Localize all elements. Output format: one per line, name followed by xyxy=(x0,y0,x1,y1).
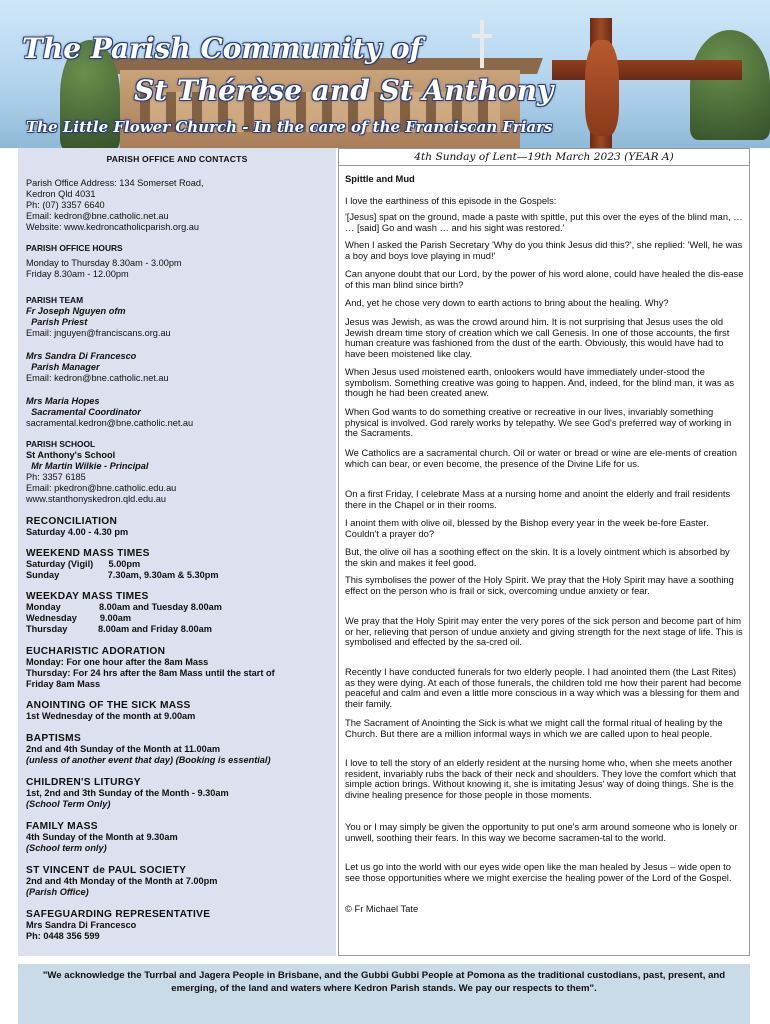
svdp-text: 2nd and 4th Monday of the Month at 7.00pm xyxy=(26,876,218,886)
article-paragraph: '[Jesus] spat on the ground, made a paste with spittle, put this over the eyes of the blind man, … … [said] Go and wash … and his sight was restored.' xyxy=(345,212,743,233)
reflection-column xyxy=(338,148,750,956)
office-address: Parish Office Address: 134 Somerset Road, Kedron Qld 4031 xyxy=(26,178,204,200)
team-priest-email: Email: jnguyen@franciscans.org.au xyxy=(26,328,171,338)
header-banner xyxy=(0,0,770,148)
article-paragraph: I love the earthiness of this episode in the Gospels: xyxy=(345,196,557,206)
article-paragraph: When God wants to do something creative or recreative in our lives, invariably something physical is involved. God rarely works by telepathy. We see God's preferred way of working in the Sacraments. xyxy=(345,407,732,439)
article-title: Spittle and Mud xyxy=(345,173,415,184)
team-coordinator-name: Mrs Maria Hopes xyxy=(26,396,100,406)
safeguarding-title: SAFEGUARDING REPRESENTATIVE xyxy=(26,909,211,920)
reconciliation-title: RECONCILIATION xyxy=(26,516,118,527)
liturgy-text: 1st, 2nd and 3th Sunday of the Month - 9.30am xyxy=(26,788,229,798)
office-hours-title: PARISH OFFICE HOURS xyxy=(26,243,123,253)
article-signature: © Fr Michael Tate xyxy=(345,904,419,914)
steeple-cross-icon xyxy=(480,20,484,68)
article-paragraph: You or I may simply be given the opportunity to put one's arm around someone who is lonely or unwell, soothing their fears. In this way we become sacramen-tal to the world. xyxy=(345,822,738,843)
baptisms-title: BAPTISMS xyxy=(26,733,82,744)
article-paragraph: This symbolises the power of the Holy Spirit. We pray that the Holy Spirit may have a soothing effect on the person who is frail or sick, overcoming undue anxiety or fear. xyxy=(345,575,734,596)
article-paragraph: Can anyone doubt that our Lord, by the power of his word alone, could have healed the dis-ease of this man blind since birth? xyxy=(345,269,744,290)
office-hours: Monday to Thursday 8.30am - 3.00pm Friday 8.30am - 12.00pm xyxy=(26,258,182,280)
article-paragraph: When Jesus used moistened earth, onlookers would have immediately under-stood the symbolism. Something creative was going to happen. And, indeed, for the blind man, it was as though he had been created anew. xyxy=(345,367,735,399)
contacts-sidebar xyxy=(18,148,336,956)
acknowledgement-footer xyxy=(18,964,750,1024)
school-contacts: Ph: 3357 6185 Email: pkedron@bne.catholic.edu.au www.stanthonyskedron.qld.edu.au xyxy=(26,472,177,505)
reconciliation-text: Saturday 4.00 - 4.30 pm xyxy=(26,527,129,537)
article-paragraph: And, yet he chose very down to earth actions to bring about the healing. Why? xyxy=(345,298,669,308)
steeple-cross-bar xyxy=(472,34,492,38)
baptisms-note: (unless of another event that day) (Booking is essential) xyxy=(26,755,271,765)
family-mass-note: (School term only) xyxy=(26,843,107,853)
baptisms-text: 2nd and 4th Sunday of the Month at 11.00am xyxy=(26,744,220,754)
team-title: PARISH TEAM xyxy=(26,295,84,305)
article-paragraph: I love to tell the story of an elderly resident at the nursing home who, when she meets another resident, invariably rubs the back of their neck and shoulders. They love the comfort which that simple action brings. Without knowing it, she is imitating Jesus' way of doing things. She is the divine healing presence for those people in those moments. xyxy=(345,758,736,800)
team-priest-name: Fr Joseph Nguyen ofm xyxy=(26,306,126,316)
tree-image xyxy=(690,30,770,140)
family-mass-text: 4th Sunday of the Month at 9.30am xyxy=(26,832,178,842)
school-name: St Anthony's School xyxy=(26,450,116,460)
safeguarding-contact: Mrs Sandra Di Francesco Ph: 0448 356 599 xyxy=(26,920,137,942)
crucifix-crossbar xyxy=(552,60,742,80)
weekend-mass-title: WEEKEND MASS TIMES xyxy=(26,548,150,559)
article-paragraph: Recently I have conducted funerals for two elderly people. I had anointed them (the Last Rites) as they were dying. At each of those funerals, the children told me how their parent had become peaceful and calm and even a little more conscious in a way which was a blessing for them and their family. xyxy=(345,667,742,709)
page-title-line2: St Thérèse and St Anthony xyxy=(134,74,554,107)
page-subtitle: The Little Flower Church - In the care of the Franciscan Friars xyxy=(26,118,553,136)
article-paragraph: We pray that the Holy Spirit may enter the very pores of the sick person and become part of him or her, relieving that person of undue anxiety and giving strength for the next stage of life. This is symbolised and effected by the sa-cred oil. xyxy=(345,616,743,648)
article-paragraph: We Catholics are a sacramental church. Oil or water or bread or wine are ele-ments of creation which can bear, or even become, the presence of the Divine Life for us. xyxy=(345,448,737,469)
weekday-mass-times: Monday 8.00am and Tuesday 8.00am Wednesday 9.00am Thursday 8.00am and Friday 8.00am xyxy=(26,602,222,635)
adoration-text: Monday: For one hour after the 8am Mass Thursday: For 24 hrs after the 8am Mass until the start of Friday 8am Mass xyxy=(26,657,275,690)
article-paragraph: But, the olive oil has a soothing effect on the skin. It is a lovely ointment which is absorbed by the skin and makes it feel good. xyxy=(345,547,730,568)
acknowledgement-text: "We acknowledge the Turrbal and Jagera People in Brisbane, and the Gubbi Gubbi People at Pomona as the traditional custodians, past, present, and emerging, of the land and waters where Kedron Parish stands. We pay our respects to them". xyxy=(42,970,726,994)
team-coordinator-email: sacramental.kedron@bne.catholic.net.au xyxy=(26,418,194,428)
team-manager-name: Mrs Sandra Di Francesco xyxy=(26,351,137,361)
article-paragraph: On a first Friday, I celebrate Mass at a nursing home and anoint the elderly and frail residents there in the Chapel or in their rooms. xyxy=(345,489,731,510)
school-title: PARISH SCHOOL xyxy=(26,439,96,449)
adoration-title: EUCHARISTIC ADORATION xyxy=(26,646,166,657)
svdp-note: (Parish Office) xyxy=(26,887,89,897)
liturgy-note: (School Term Only) xyxy=(26,799,111,809)
article-paragraph: I anoint them with olive oil, blessed by the Bishop every year in the week be-fore Easter. Couldn't a prayer do? xyxy=(345,518,709,539)
anointing-title: ANOINTING OF THE SICK MASS xyxy=(26,700,191,711)
anointing-text: 1st Wednesday of the month at 9.00am xyxy=(26,711,196,721)
team-priest-role: Parish Priest xyxy=(26,317,88,327)
team-manager-role: Parish Manager xyxy=(26,362,100,372)
article-paragraph: Let us go into the world with our eyes wide open like the man healed by Jesus – wide open to see those opportunities where we might exercise the healing power of the Lord of the Gospel. xyxy=(345,862,732,883)
team-manager-email: Email: kedron@bne.catholic.net.au xyxy=(26,373,169,383)
team-coordinator-role: Sacramental Coordinator xyxy=(26,407,141,417)
school-principal: Mr Martin Wilkie - Principal xyxy=(26,461,149,471)
article-paragraph: When I asked the Parish Secretary 'Why do you think Jesus did this?', she replied: 'Well, he was a boy and boys love playing in mud!' xyxy=(345,240,743,261)
crucifix-figure xyxy=(585,40,619,136)
weekday-mass-title: WEEKDAY MASS TIMES xyxy=(26,591,149,602)
page-title-line1: The Parish Community of xyxy=(22,32,422,65)
liturgy-title: CHILDREN'S LITURGY xyxy=(26,777,141,788)
weekend-mass-times: Saturday (Vigil) 5.00pm Sunday 7.30am, 9.30am & 5.30pm xyxy=(26,559,219,581)
svdp-title: ST VINCENT de PAUL SOCIETY xyxy=(26,865,187,876)
office-contacts: Ph: (07) 3357 6640 Email: kedron@bne.catholic.net.au Website: www.kedroncatholicparish.org.au xyxy=(26,200,199,233)
article-paragraph: The Sacrament of Anointing the Sick is what we might call the formal ritual of healing by the Church. But there are a million informal ways in which we are called upon to heal people. xyxy=(345,718,723,739)
sunday-heading: 4th Sunday of Lent—19th March 2023 (YEAR A) xyxy=(338,148,750,166)
contacts-heading: PARISH OFFICE AND CONTACTS xyxy=(106,154,248,164)
article-paragraph: Jesus was Jewish, as was the crowd around him. It is not surprising that Jesus uses the old Jewish dream time story of creation which we call Genesis. In one of those accounts, the first human creature was fashioned from the dust of the earth. Obviously, this would have had to have been moistened like clay. xyxy=(345,317,730,359)
family-mass-title: FAMILY MASS xyxy=(26,821,98,832)
reflection-article xyxy=(338,166,750,956)
